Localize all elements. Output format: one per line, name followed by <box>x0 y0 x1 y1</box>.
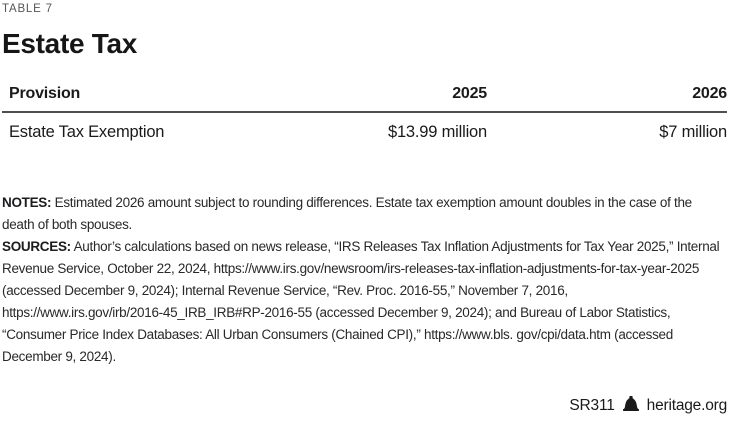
notes-paragraph <box>2 192 727 236</box>
page-title: Estate Tax <box>2 28 137 59</box>
sources-label: SOURCES: <box>2 239 71 254</box>
estate-tax-table <box>2 85 727 142</box>
cell-2026-value: $7 million <box>659 123 727 141</box>
cell-2025-value: $13.99 million <box>387 123 487 141</box>
notes-text: Estimated 2026 amount subject to rounding differences. Estate tax exemption amount doubles in the case of the death of both spouses. <box>2 195 692 232</box>
cell-provision: Estate Tax Exemption <box>9 123 165 141</box>
table-row <box>2 113 727 142</box>
report-footer <box>569 394 727 417</box>
column-header-2025: 2025 <box>452 85 487 102</box>
site-name: heritage.org <box>646 396 727 414</box>
table-number-label: TABLE 7 <box>2 3 53 15</box>
report-id: SR311 <box>569 396 615 414</box>
column-header-2026: 2026 <box>692 85 727 102</box>
table-header-row <box>2 85 727 113</box>
liberty-bell-icon <box>621 395 641 417</box>
sources-text: Author’s calculations based on news release, “IRS Releases Tax Inflation Adjustments for Tax Year 2025,” Internal Revenue Service, October 22, 2024, https://www.irs.gov/newsroom/irs-releases-tax-inflation-adjustments-for-tax-year-2025 (accessed December 9, 2024); Internal Revenue Service, “Rev. Proc. 2016-55,” November 7, 2016, https://www.irs.gov/irb/2016-45_IRB_IRB#RP-2016-55 (accessed December 9, 2024); and Bureau of Labor Statistics, “Consumer Price Index Databases: All Urban Consumers (Chained CPI),” https://www.bls. gov/cpi/data.htm (accessed December 9, 2024). <box>2 239 720 364</box>
column-header-provision: Provision <box>9 85 81 102</box>
sources-paragraph <box>2 236 727 368</box>
notes-label: NOTES: <box>2 195 52 210</box>
notes-sources-block <box>2 192 727 368</box>
